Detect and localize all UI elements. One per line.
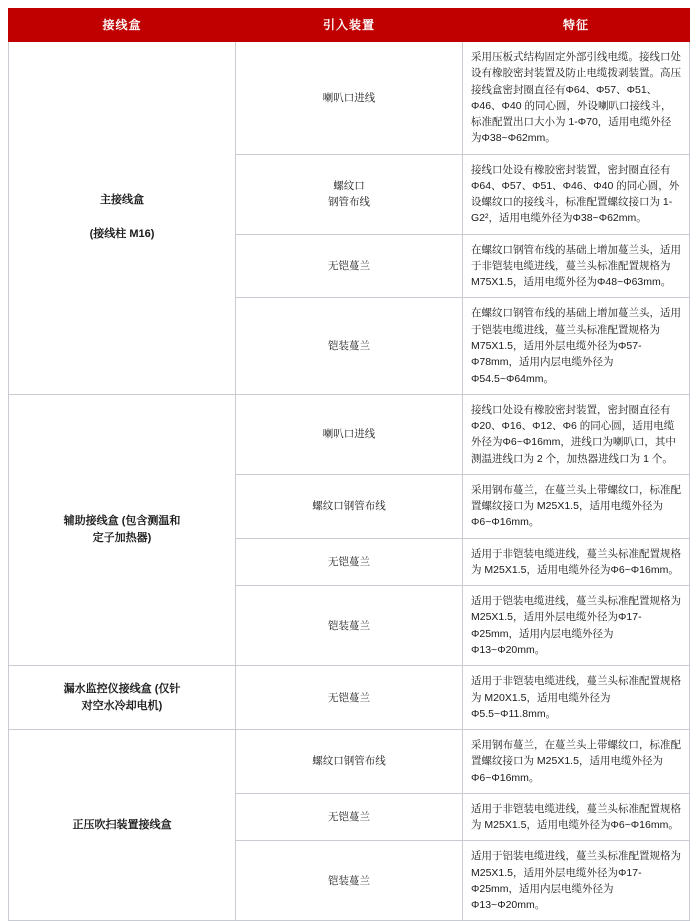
entry-device-line-2: 钢管布线 bbox=[328, 196, 370, 209]
cell-entry-device: 无铠蔓兰 bbox=[236, 234, 463, 298]
box-name-line-2: 对空水冷却电机) bbox=[81, 699, 163, 712]
cell-feature: 适用于铝装电缆进线，蔓兰头标准配置规格为 M25X1.5，适用外层电缆外径为Φ17-Φ25mm，适用内层电缆外径为Φ13~Φ20mm。 bbox=[463, 841, 690, 921]
cell-feature: 适用于铠装电缆进线，蔓兰头标准配置规格为 M25X1.5，适用外层电缆外径为Φ17-Φ25mm，适用内层电缆外径为Φ13~Φ20mm。 bbox=[463, 586, 690, 666]
table-row bbox=[9, 666, 690, 730]
table-header-row bbox=[9, 9, 690, 42]
cell-entry-device: 无铠蔓兰 bbox=[236, 538, 463, 586]
cell-feature: 适用于非铠装电缆进线，蔓兰头标准配置规格为 M25X1.5，适用电缆外径为Φ6~Φ16mm。 bbox=[463, 538, 690, 586]
box-name-line-2: 定子加热器) bbox=[92, 532, 152, 544]
cell-entry-device: 喇叭口进线 bbox=[236, 394, 463, 474]
cell-entry-device: 无铠蔓兰 bbox=[236, 793, 463, 841]
cell-entry-device: 无铠蔓兰 bbox=[236, 666, 463, 730]
table-row bbox=[9, 41, 690, 154]
cell-junction-box-name: 正压吹扫装置接线盒 bbox=[9, 730, 236, 921]
cell-feature: 接线口处设有橡胶密封装置，密封圈直径有Φ64、Φ57、Φ51、Φ46、Φ40 的同心圆，外设螺纹口的接线斗，标准配置螺纹接口为 1-G2²，适用电缆外径为Φ38~Φ62mm。 bbox=[463, 154, 690, 234]
cell-entry-device: 喇叭口进线 bbox=[236, 41, 463, 154]
cell-entry-device: 螺纹口钢管布线 bbox=[236, 474, 463, 538]
cell-feature: 适用于非铠装电缆进线，蔓兰头标准配置规格为 M20X1.5，适用电缆外径为Φ5.5~Φ11.8mm。 bbox=[463, 666, 690, 730]
box-name-line-2: (接线柱 M16) bbox=[89, 228, 155, 241]
cell-feature: 适用于非铠装电缆进线，蔓兰头标准配置规格为 M25X1.5，适用电缆外径为Φ6~Φ16mm。 bbox=[463, 793, 690, 841]
table-row bbox=[9, 730, 690, 794]
cell-feature: 采用钢布蔓兰，在蔓兰头上带螺纹口，标准配置螺纹接口为 M25X1.5，适用电缆外径为Φ6~Φ16mm。 bbox=[463, 730, 690, 794]
cell-entry-device: 铠装蔓兰 bbox=[236, 586, 463, 666]
cell-entry-device: 螺纹口钢管布线 bbox=[236, 730, 463, 794]
junction-box-spec-table bbox=[8, 8, 690, 921]
table-header bbox=[9, 9, 690, 42]
cell-feature: 在螺纹口钢管布线的基础上增加蔓兰头，适用于铠装电缆进线，蔓兰头标准配置规格为 M75X1.5，适用外层电缆外径为Φ57-Φ78mm，适用内层电缆外径为Φ54.5~Φ64mm。 bbox=[463, 298, 690, 394]
cell-feature: 在螺纹口钢管布线的基础上增加蔓兰头，适用于非铠装电缆进线，蔓兰头标准配置规格为 M75X1.5，适用电缆外径为Φ48~Φ63mm。 bbox=[463, 234, 690, 298]
cell-entry-device: 铠装蔓兰 bbox=[236, 841, 463, 921]
cell-junction-box-name bbox=[9, 666, 236, 730]
cell-junction-box-name bbox=[9, 394, 236, 665]
cell-feature: 采用钢布蔓兰，在蔓兰头上带螺纹口，标准配置螺纹接口为 M25X1.5，适用电缆外径为Φ6~Φ16mm。 bbox=[463, 474, 690, 538]
column-header-junction-box: 接线盒 bbox=[9, 9, 236, 42]
box-name-line-1: 主接线盒 bbox=[100, 194, 144, 207]
table-row bbox=[9, 394, 690, 474]
cell-entry-device: 铠装蔓兰 bbox=[236, 298, 463, 394]
cell-entry-device bbox=[236, 154, 463, 234]
cell-feature: 采用压板式结构固定外部引线电缆。接线口处设有橡胶密封装置及防止电缆拨剥装置。高压接线盒密封圈直径有Φ64、Φ57、Φ51、Φ46、Φ40 的同心圆，外设喇叭口接线斗，标准配置出口大小为 1-Φ70，适用电缆外径为Φ38~Φ62mm。 bbox=[463, 41, 690, 154]
column-header-features: 特征 bbox=[463, 9, 690, 42]
table-body bbox=[9, 41, 690, 921]
column-header-entry-device: 引入装置 bbox=[236, 9, 463, 42]
box-name-line-1: 漏水监控仪接线盒 (仅针 bbox=[63, 682, 181, 695]
cell-feature: 接线口处设有橡胶密封装置，密封圈直径有Φ20、Φ16、Φ12、Φ6 的同心圆，适用电缆外径为Φ6~Φ16mm，进线口为喇叭口，其中测温进线口为 2 个，加热器进线口为 1 个。 bbox=[463, 394, 690, 474]
box-name-line-1: 辅助接线盒 (包含测温和 bbox=[63, 514, 181, 527]
entry-device-line-1: 螺纹口 bbox=[333, 179, 365, 192]
cell-junction-box-name bbox=[9, 41, 236, 394]
